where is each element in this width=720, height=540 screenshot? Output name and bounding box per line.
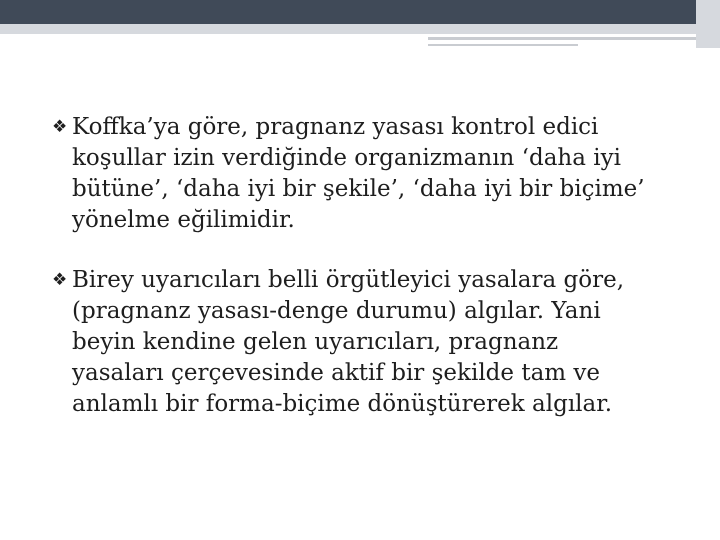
bullet-line: anlamlı bir forma-biçime dönüştürerek algılar. [72, 391, 613, 417]
corner-decoration [696, 0, 720, 48]
bullet-line: bütüne’, ‘daha iyi bir şekile’, ‘daha iyi bir biçime’ [72, 176, 645, 202]
bullet-line: koşullar izin verdiğinde organizmanın ‘daha iyi [72, 145, 621, 171]
bullet-line: Birey uyarıcıları belli örgütleyici yasalara göre, [72, 267, 624, 293]
bullet-line: Koffka’ya göre, pragnanz yasası kontrol edici [72, 114, 599, 140]
diamond-bullet-icon: ❖ [52, 270, 68, 290]
header-band [0, 0, 720, 24]
slide-body [52, 112, 672, 449]
bullet-line: yasaları çerçevesinde aktif bir şekilde tam ve [72, 360, 601, 386]
bullet-line: yönelme eğilimidir. [72, 207, 295, 233]
bullet-item [52, 112, 672, 236]
header-accent-line-short [428, 44, 578, 46]
bullet-line: beyin kendine gelen uyarıcıları, pragnanz [72, 329, 559, 355]
bullet-line: (pragnanz yasası-denge durumu) algılar. Yani [72, 298, 601, 324]
diamond-bullet-icon: ❖ [52, 117, 68, 137]
header-band-light [0, 24, 720, 34]
header-accent-line [428, 37, 698, 40]
bullet-item [52, 265, 672, 420]
